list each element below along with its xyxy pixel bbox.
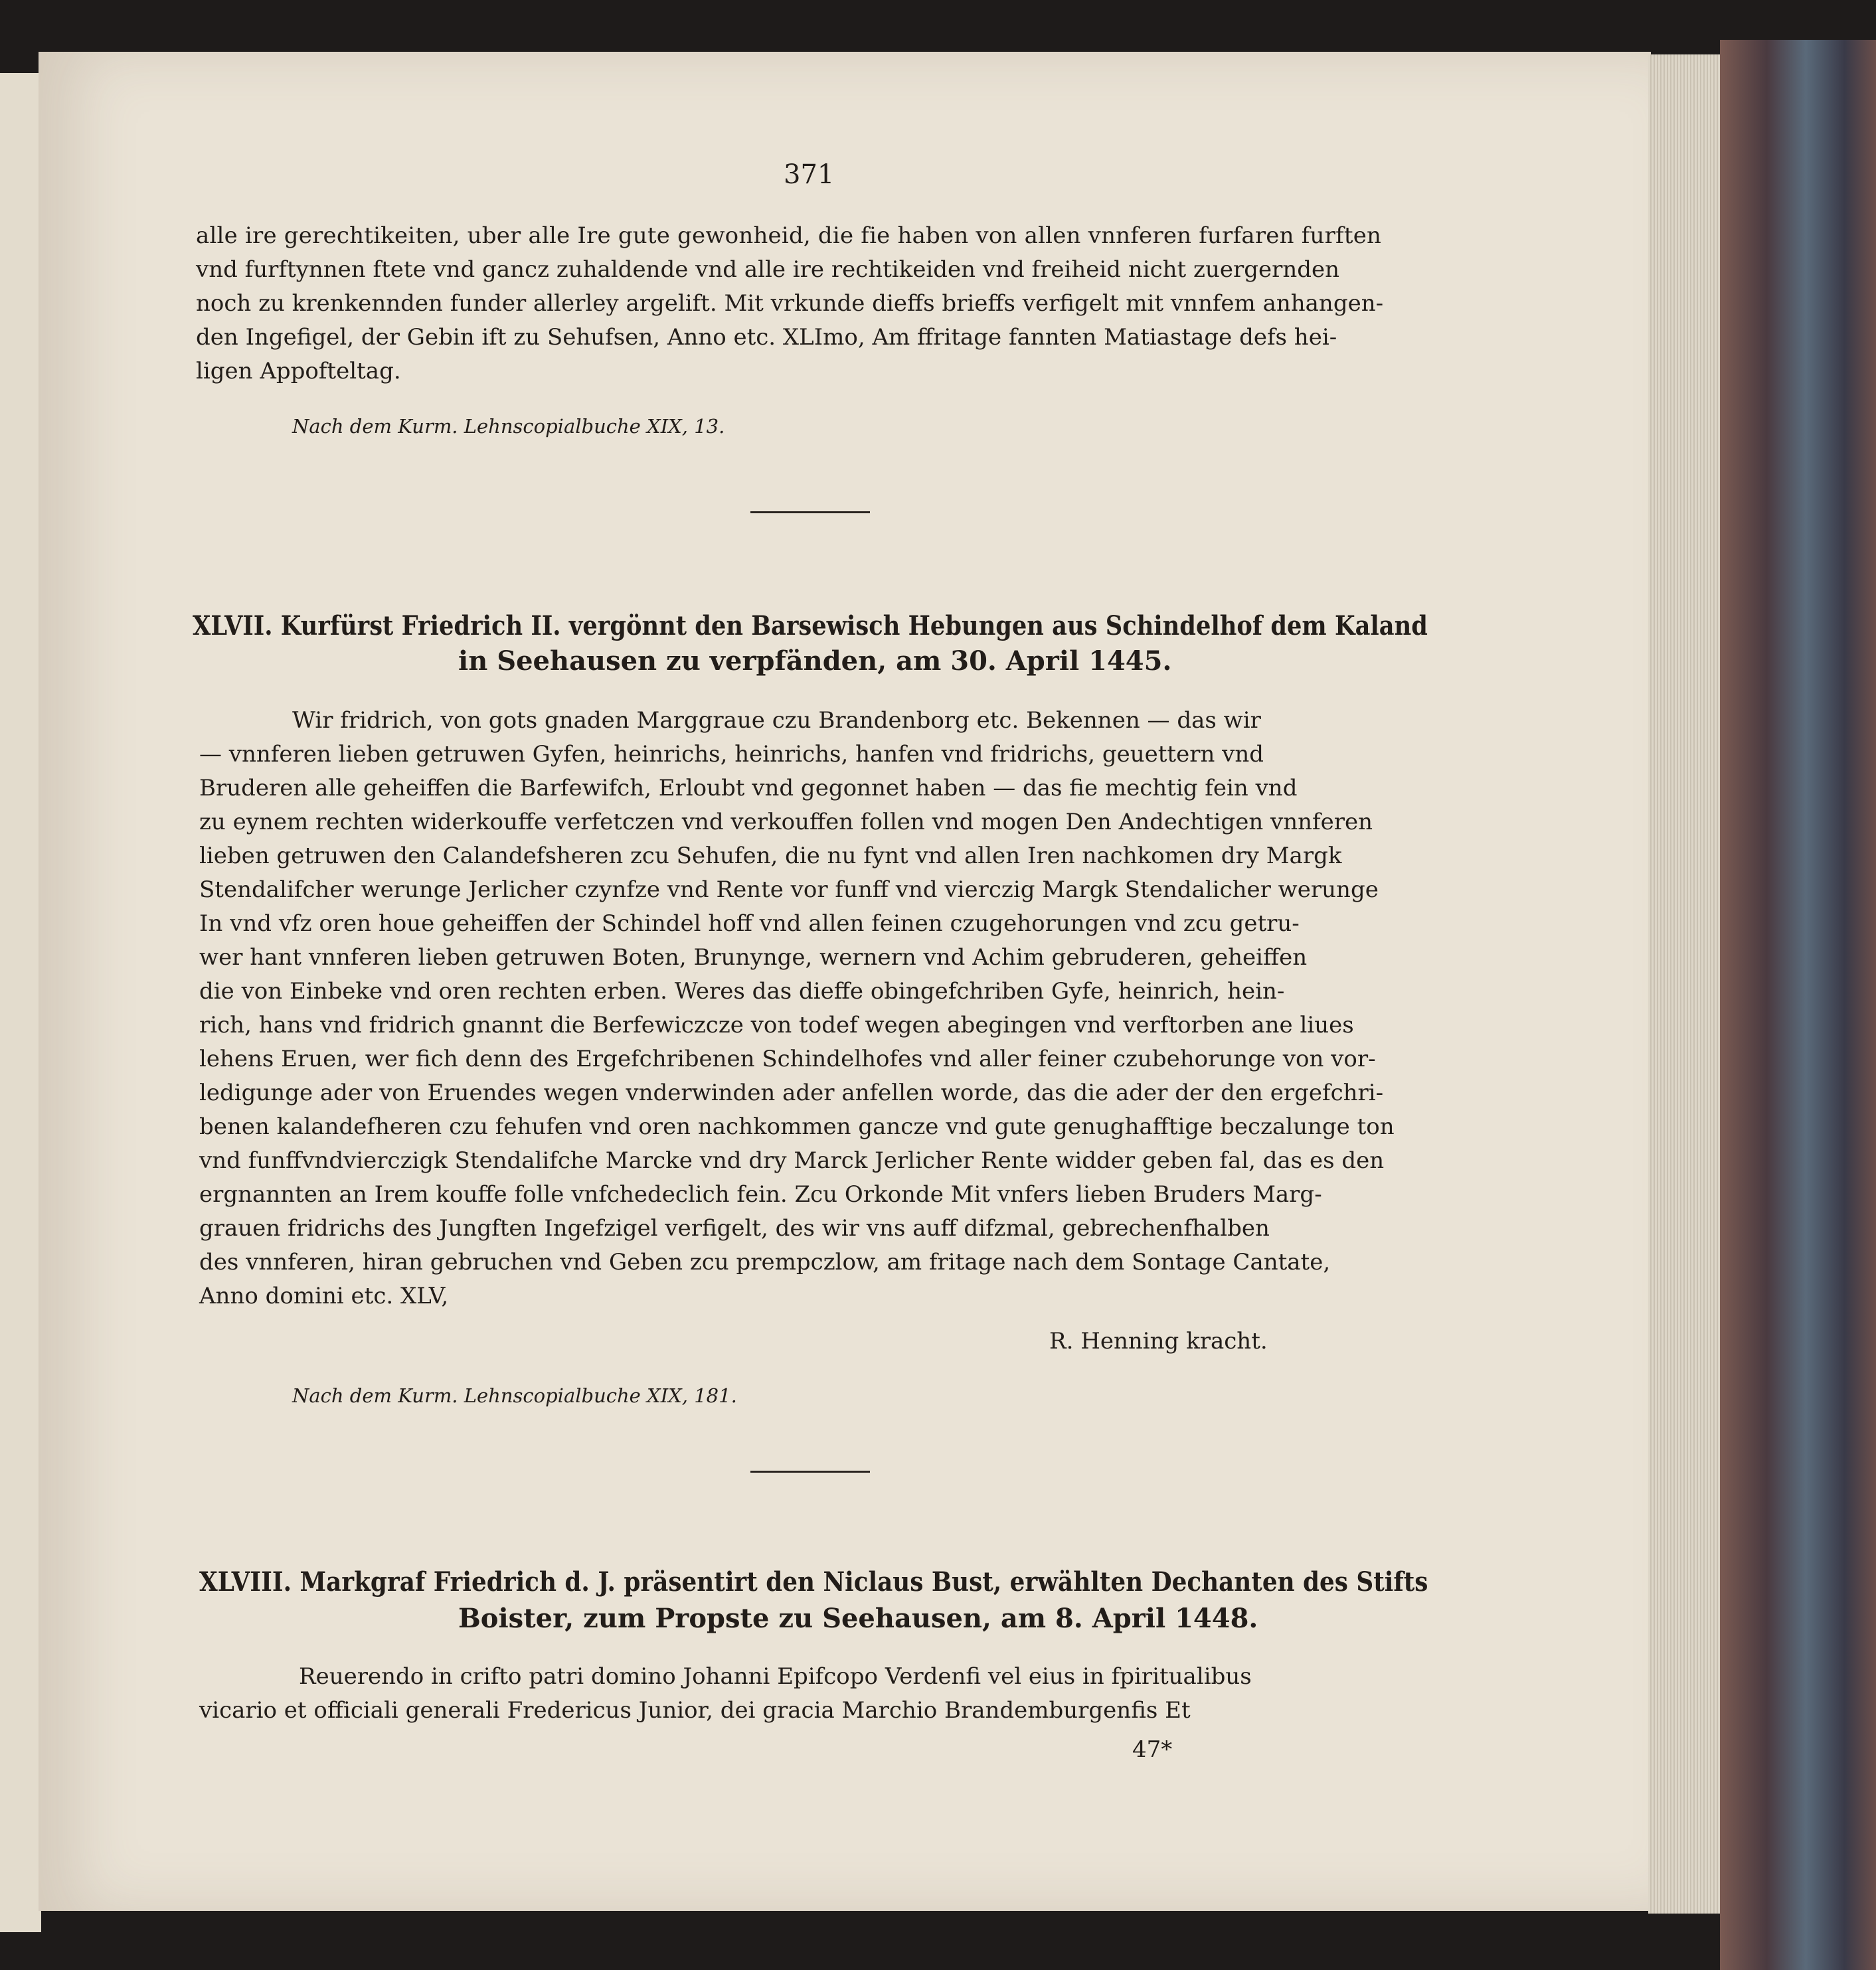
section1-line: vnd furftynnen ftete vnd gancz zuhaldende vnd alle ire rechtikeiden vnd freiheid nicht zuergernden [196,256,1340,283]
signature: R. Henning kracht. [1049,1328,1268,1354]
document-heading: XLVII. Kurfürst Friedrich II. vergönnt den Barsewisch Hebungen aus Schindelhof dem Kaland [193,610,1428,641]
document-line: Bruderen alle geheiffen die Barfewifch, Erloubt vnd gegonnet haben — das fie mechtig fein vnd [199,775,1298,801]
section1-line: alle ire gerechtikeiten, uber alle Ire gute gewonheid, die fie haben von allen vnnferen furfaren furften [196,222,1382,249]
section1-source: Nach dem Kurm. Lehnscopialbuche XIX, 13. [292,415,725,438]
document-line: ledigunge ader von Eruendes wegen vnderwinden ader anfellen worde, das die ader der den ergefchri- [199,1080,1384,1106]
section1-line: ligen Appofteltag. [196,358,401,384]
divider-rule [750,511,870,513]
document-line: wer hant vnnferen lieben getruwen Boten, Brunynge, wernern vnd Achim gebruderen, geheiffen [199,944,1308,971]
document-line: zu eynem rechten widerkouffe verfetczen vnd verkouffen follen vnd mogen Den Andechtigen vnnferen [199,809,1373,835]
document-line: lehens Eruen, wer fich denn des Ergefchribenen Schindelhofes vnd aller feiner czubehorunge von vor- [199,1046,1376,1072]
document-heading: XLVIII. Markgraf Friedrich d. J. präsentirt den Niclaus Bust, erwählten Dechanten des Stifts [199,1566,1428,1598]
page-number: 371 [784,159,835,190]
document-line: grauen fridrichs des Jungften Ingefzigel verfigelt, des wir vns auff difzmal, gebrechenfhalben [199,1215,1270,1242]
document-line: des vnnferen, hiran gebruchen vnd Geben zcu prempczlow, am fritage nach dem Sontage Cantate, [199,1249,1331,1275]
document-line: die von Einbeke vnd oren rechten erben. Weres das dieffe obingefchriben Gyfe, heinrich, hein- [199,978,1285,1005]
document-line: Reuerendo in crifto patri domino Johanni Epifcopo Verdenfi vel eius in fpiritualibus [299,1663,1252,1690]
section1-line: noch zu krenkennden funder allerley argelift. Mit vrkunde dieffs brieffs verfigelt mit vnnfem anhangen- [196,290,1384,317]
document-line: benen kalandefheren czu fehufen vnd oren nachkommen gancze vnd gute genughafftige beczalunge ton [199,1113,1395,1140]
document-line: In vnd vfz oren houe geheiffen der Schindel hoff vnd allen feinen czugehorungen vnd zcu getru- [199,910,1300,937]
section1-line: den Ingefigel, der Gebin ift zu Sehufsen, Anno etc. XLImo, Am ffritage fannten Matiastage defs hei- [196,324,1337,351]
document-line: lieben getruwen den Calandefsheren zcu Sehufen, die nu fynt vnd allen Iren nachkomen dry Margk [199,843,1342,869]
document-line: Stendalifcher werunge Jerlicher czynfze vnd Rente vor funff vnd vierczig Margk Stendalicher werunge [199,876,1379,903]
page-edges [1648,54,1721,1914]
left-page-edge [0,73,41,1932]
document-line: Wir fridrich, von gots gnaden Marggraue czu Brandenborg etc. Bekennen — das wir [292,707,1261,734]
document-line: Anno domini etc. XLV, [199,1283,449,1309]
book-cover [1720,40,1876,1970]
document-line: — vnnferen lieben getruwen Gyfen, heinrichs, heinrichs, hanfen vnd fridrichs, geuettern vnd [199,741,1264,768]
document-line: ergnannten an Irem kouffe folle vnfchedeclich fein. Zcu Orkonde Mit vnfers lieben Bruders Marg- [199,1181,1322,1208]
document-heading: in Seehausen zu verpfänden, am 30. April 1445. [458,645,1172,677]
document-line: rich, hans vnd fridrich gnannt die Berfewiczcze von todef wegen abegingen vnd verftorben ane liues [199,1012,1354,1038]
section2-source: Nach dem Kurm. Lehnscopialbuche XIX, 181. [292,1384,737,1407]
document-line: vicario et officiali generali Fredericus Junior, dei gracia Marchio Brandemburgenfis Et [199,1697,1191,1724]
document-line: vnd funffvndvierczigk Stendalifche Marcke vnd dry Marck Jerlicher Rente widder geben fal, das es den [199,1147,1385,1174]
signature-mark: 47* [1132,1736,1173,1763]
document-heading: Boister, zum Propste zu Seehausen, am 8. April 1448. [458,1603,1258,1634]
divider-rule [750,1471,870,1473]
